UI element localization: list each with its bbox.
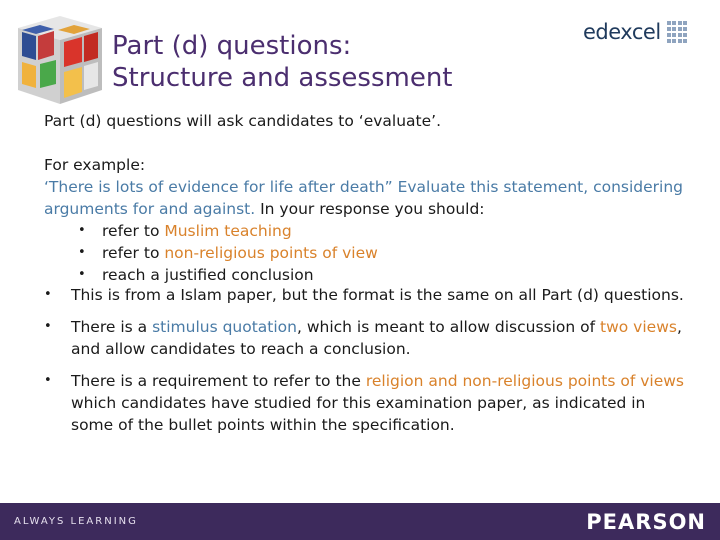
bullet-highlight: non-religious points of view bbox=[164, 244, 378, 262]
list-item bbox=[78, 264, 694, 286]
bullet-prefix: refer to bbox=[102, 222, 165, 240]
point-text: which candidates have studied for this examination paper, as indicated in some of the bullet points within the specification. bbox=[71, 394, 646, 434]
cube-logo-icon bbox=[14, 14, 106, 106]
example-instruction: In your response you should: bbox=[255, 200, 485, 218]
edexcel-logo bbox=[583, 18, 689, 46]
bullet-icon: • bbox=[44, 373, 52, 388]
bullet-highlight: Muslim teaching bbox=[164, 222, 292, 240]
edexcel-logo-text: edexcel bbox=[583, 20, 661, 44]
point-text: There is a requirement to refer to the bbox=[71, 372, 366, 390]
intro-section bbox=[44, 110, 694, 286]
point-text: , which is meant to allow discussion of bbox=[297, 318, 601, 336]
bullet-prefix: reach a justified conclusion bbox=[102, 266, 314, 284]
page-title bbox=[112, 30, 552, 94]
edexcel-grid-icon bbox=[667, 21, 689, 43]
point-highlight: two views bbox=[600, 318, 677, 336]
bullet-icon: • bbox=[44, 287, 52, 302]
title-line-2: Structure and assessment bbox=[112, 63, 453, 93]
list-item bbox=[44, 284, 692, 306]
point-text: This is from a Islam paper, but the format is the same on all Part (d) questions. bbox=[71, 286, 684, 304]
list-item bbox=[78, 242, 694, 264]
point-text: There is a bbox=[71, 318, 153, 336]
pearson-logo: PEARSON bbox=[586, 510, 706, 534]
list-item bbox=[44, 370, 692, 436]
example-quote: ‘There is lots of evidence for life after death” Evaluate this statement, considering arguments for and against. bbox=[44, 178, 684, 218]
bullet-prefix: refer to bbox=[102, 244, 165, 262]
footer-bar bbox=[0, 503, 720, 540]
bullet-icon: • bbox=[44, 319, 52, 334]
example-lead: For example: bbox=[44, 156, 146, 174]
point-highlight: stimulus quotation bbox=[152, 318, 297, 336]
example-bullet-list bbox=[78, 220, 694, 286]
intro-text: Part (d) questions will ask candidates to ‘evaluate’. bbox=[44, 112, 442, 130]
list-item bbox=[44, 316, 692, 360]
point-text: , and allow candidates to reach a conclusion. bbox=[71, 318, 682, 358]
example-block bbox=[44, 154, 694, 220]
list-item bbox=[78, 220, 694, 242]
key-points-list bbox=[44, 284, 692, 446]
point-highlight: religion and non-religious points of views bbox=[365, 372, 685, 390]
always-learning-tagline: ALWAYS LEARNING bbox=[14, 516, 138, 527]
title-line-1: Part (d) questions: bbox=[112, 31, 352, 61]
